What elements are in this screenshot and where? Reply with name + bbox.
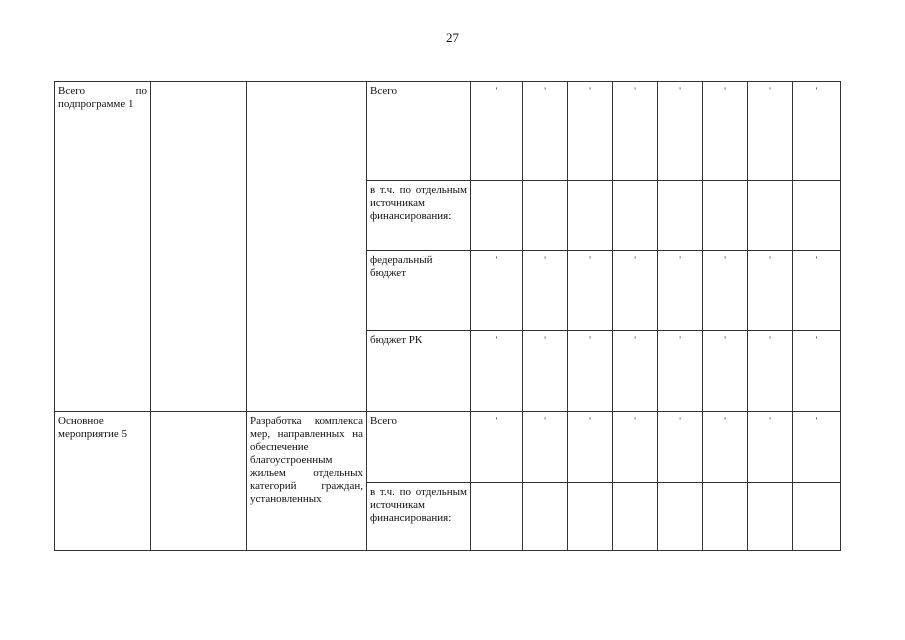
value-cell: ' [658, 82, 703, 181]
funding-source-label: Всего [367, 82, 471, 181]
value-cell: ' [748, 251, 793, 331]
value-cell: ' [658, 331, 703, 412]
value-cell: ' [568, 331, 613, 412]
value-cell [658, 181, 703, 251]
value-cell: ' [748, 82, 793, 181]
funding-source-label: бюджет РК [367, 331, 471, 412]
value-cell: ' [523, 331, 568, 412]
value-cell: ' [613, 82, 658, 181]
measure-cell [247, 82, 367, 412]
measure-cell: Разработка комплекса мер, направленных на обеспечение благоустроенным жильем отдельных категорий граждан, установленных [247, 412, 367, 551]
value-cell [613, 181, 658, 251]
value-cell [523, 483, 568, 551]
value-cell [748, 181, 793, 251]
value-cell: ' [471, 412, 523, 483]
value-cell [748, 483, 793, 551]
table-row [55, 412, 841, 483]
funding-source-label: в т.ч. по отдельным источникам финансирования: [367, 181, 471, 251]
value-cell: ' [523, 251, 568, 331]
value-cell: ' [703, 82, 748, 181]
value-cell: ' [793, 82, 841, 181]
funding-source-label: федеральный бюджет [367, 251, 471, 331]
program-title-cell: Основное мероприятие 5 [55, 412, 151, 551]
value-cell [471, 181, 523, 251]
value-cell: ' [703, 412, 748, 483]
value-cell: ' [703, 251, 748, 331]
value-cell: ' [568, 251, 613, 331]
value-cell: ' [703, 331, 748, 412]
value-cell: ' [793, 412, 841, 483]
value-cell: ' [471, 331, 523, 412]
value-cell: ' [523, 82, 568, 181]
value-cell: ' [471, 82, 523, 181]
program-title-cell: Всего по подпрограмме 1 [55, 82, 151, 412]
value-cell: ' [748, 331, 793, 412]
responsible-cell [151, 412, 247, 551]
value-cell: ' [613, 412, 658, 483]
value-cell [703, 181, 748, 251]
value-cell [793, 181, 841, 251]
value-cell: ' [748, 412, 793, 483]
value-cell [703, 483, 748, 551]
value-cell: ' [793, 251, 841, 331]
value-cell: ' [613, 331, 658, 412]
responsible-cell [151, 82, 247, 412]
value-cell [658, 483, 703, 551]
value-cell [471, 483, 523, 551]
value-cell: ' [471, 251, 523, 331]
value-cell: ' [613, 251, 658, 331]
page-number: 27 [446, 30, 459, 45]
value-cell [613, 483, 658, 551]
value-cell: ' [523, 412, 568, 483]
value-cell: ' [658, 251, 703, 331]
value-cell: ' [658, 412, 703, 483]
value-cell [568, 181, 613, 251]
value-cell: ' [568, 82, 613, 181]
funding-source-label: в т.ч. по отдельным источникам финансирования: [367, 483, 471, 551]
value-cell: ' [793, 331, 841, 412]
value-cell [793, 483, 841, 551]
table-row [55, 82, 841, 181]
value-cell [523, 181, 568, 251]
funding-source-label: Всего [367, 412, 471, 483]
value-cell: ' [568, 412, 613, 483]
value-cell [568, 483, 613, 551]
budget-table [54, 81, 841, 551]
